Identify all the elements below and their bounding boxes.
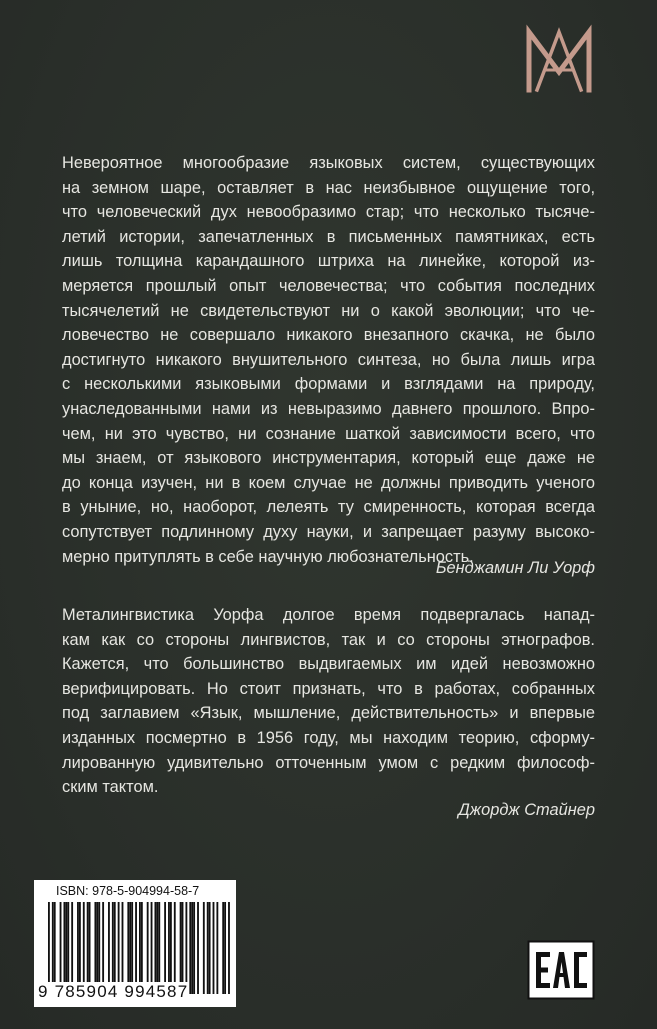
review-line: лированную удивительно отточенным умом с редким философ- bbox=[62, 753, 595, 772]
barcode-number: 9 785904 994587 bbox=[38, 982, 189, 1001]
quote-line: до конца изучен, ни в коем случае не должны приводить ученого bbox=[62, 473, 595, 492]
quote-line: в уныние, но, наоборот, лелеять ту смиренность, которая всегда bbox=[62, 498, 595, 517]
review-line: под заглавием «Язык, мышление, действительность» и впервые bbox=[62, 704, 595, 723]
review-line: верифицировать. Но стоит признать, что в работах, собранных bbox=[62, 679, 595, 698]
quote-line: достигнуто никакого внушительного синтеза, но была лишь игра bbox=[62, 350, 595, 369]
eac-mark-icon bbox=[527, 940, 595, 1000]
quote-line: мы знаем, от языкового инструментария, который еще даже не bbox=[62, 449, 595, 468]
review-line: Металингвистика Уорфа долгое время подвергалась напад- bbox=[62, 606, 595, 624]
quote-line: летий истории, запечатленных в письменных памятниках, есть bbox=[62, 227, 595, 246]
quote-line: унаследованными нами из невыразимо давнего прошлого. Впро- bbox=[62, 399, 595, 418]
review-author: Джордж Стайнер bbox=[458, 801, 595, 819]
isbn-text: ISBN: 978-5-904994-58-7 bbox=[56, 884, 200, 898]
review-line: изданных посмертно в 1956 году, мы находим теорию, сформу- bbox=[62, 728, 595, 747]
quote-line: Невероятное многообразие языковых систем, существующих bbox=[62, 154, 595, 172]
review-line: Кажется, что большинство выдвигаемых им идей невозможно bbox=[62, 655, 595, 674]
quote-line: с несколькими языковыми формами и взглядами на природу, bbox=[62, 375, 595, 394]
quote-line: мерно притуплять в себе научную любознательность. bbox=[62, 547, 474, 566]
barcode-bars bbox=[48, 902, 230, 994]
quote-line: что человеческий дух невообразимо стар; что несколько тысяче- bbox=[62, 203, 595, 222]
review-line: кам как со стороны лингвистов, так и со стороны этнографов. bbox=[62, 630, 595, 649]
barcode-label bbox=[34, 880, 236, 1007]
quote-line: на земном шаре, оставляет в нас неизбывное ощущение того, bbox=[62, 178, 595, 197]
quote-line: тысячелетий не свидетельствуют ни о какой эволюции; что че- bbox=[62, 301, 595, 320]
publisher-logo-icon bbox=[523, 24, 595, 94]
quote-line: лишь толщина карандашного штриха на линейке, которой из- bbox=[62, 252, 595, 271]
review-line: ским тактом. bbox=[62, 778, 159, 797]
quote-text bbox=[62, 151, 595, 569]
quote-line: сопутствует подлинному духу науки, и запрещает разуму высоко- bbox=[62, 522, 595, 541]
quote-line: ловечество не совершало никакого внезапного скачка, не было bbox=[62, 326, 595, 345]
quote-author: Бенджамин Ли Уорф bbox=[435, 559, 595, 577]
review-text bbox=[62, 603, 595, 800]
quote-line: меряется прошлый опыт человечества; что события последних bbox=[62, 276, 595, 295]
quote-line: чем, ни это чувство, ни сознание шаткой зависимости всего, что bbox=[62, 424, 595, 443]
